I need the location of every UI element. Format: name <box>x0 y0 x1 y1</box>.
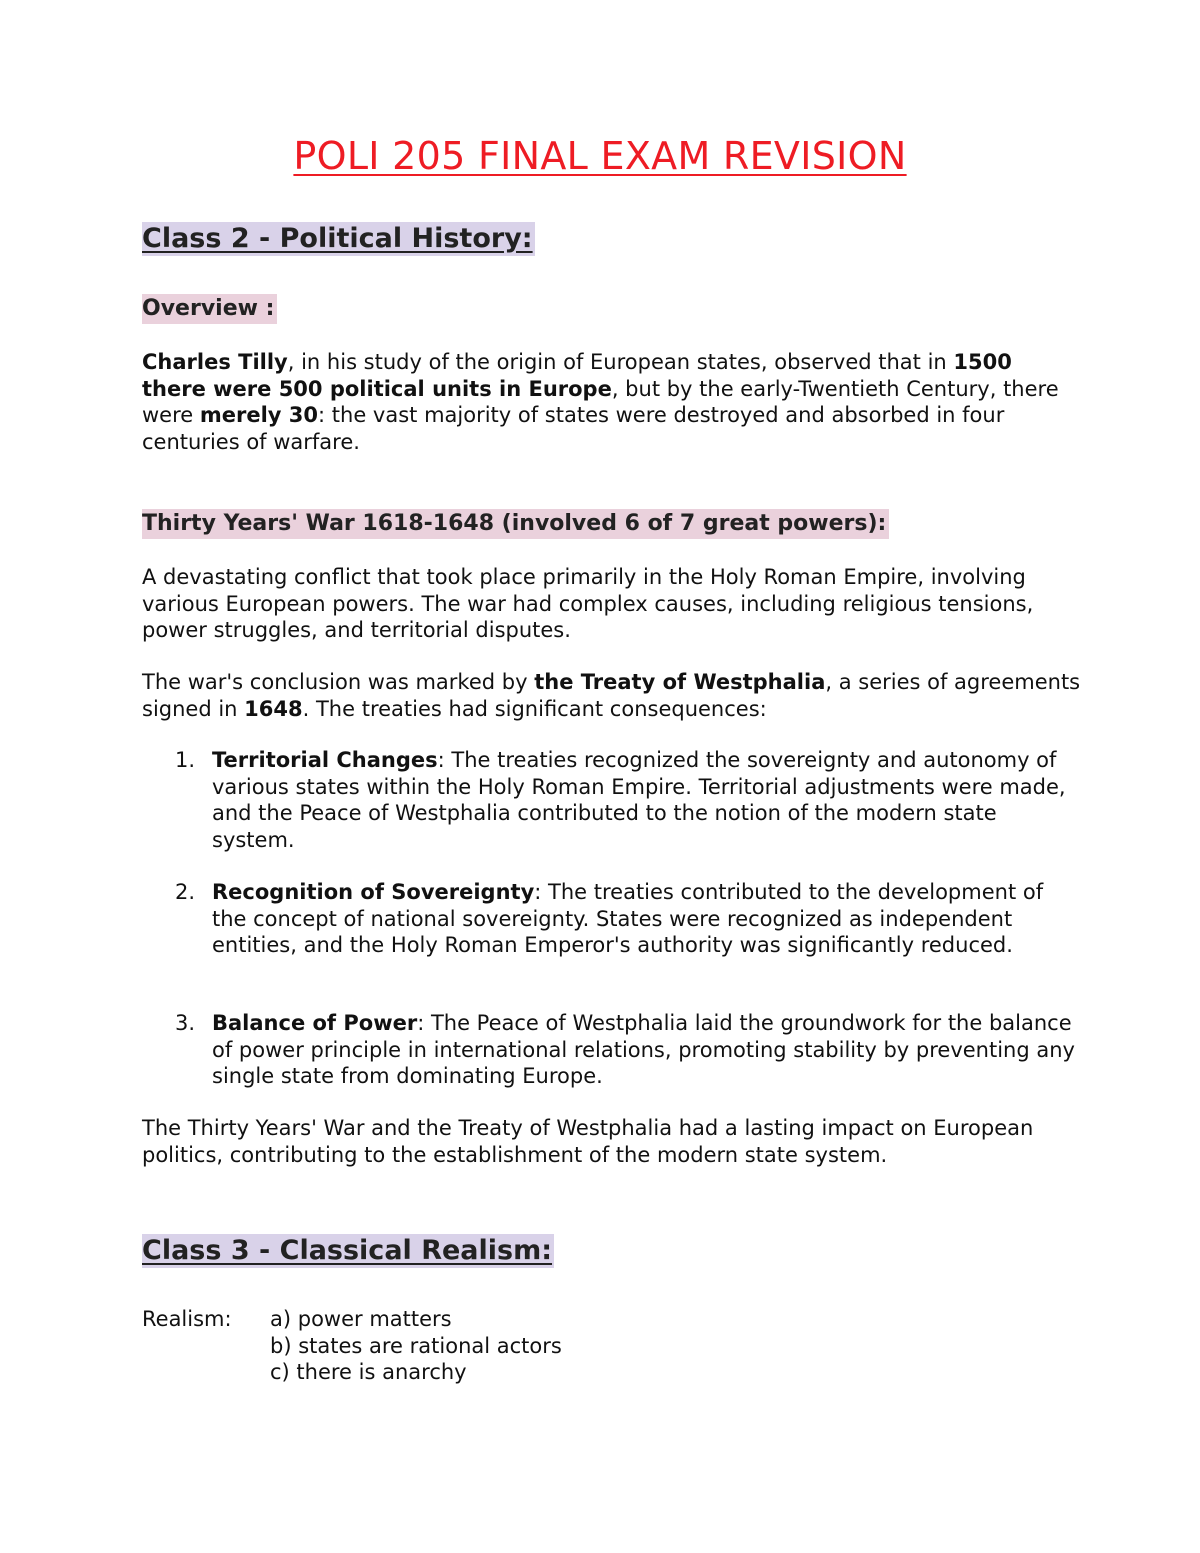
list-body: Balance of Power: The Peace of Westphalia laid the groundwork for the balance of power principle in international relations, promoting stability by preventing any single state from dominating Europe. <box>212 1011 1075 1088</box>
thirty-years-war-heading: Thirty Years' War 1618-1648 (involved 6 of 7 great powers): <box>142 509 889 539</box>
treaty-paragraph: The war's conclusion was marked by the Treaty of Westphalia, a series of agreements signed in 1648. The treaties had significant consequences: <box>142 670 1081 721</box>
realism-points <box>270 1306 562 1386</box>
class-2-heading: Class 2 - Political History: <box>142 223 533 254</box>
war-paragraph: A devastating conflict that took place primarily in the Holy Roman Empire, involving various European powers. The war had complex causes, including religious tensions, power struggles, and territorial disputes. <box>142 565 1034 642</box>
list-item <box>175 747 1075 853</box>
class-3-heading: Class 3 - Classical Realism: <box>142 1235 553 1266</box>
overview-paragraph: Charles Tilly, in his study of the origin of European states, observed that in 1500 there were 500 political units in Europe, but by the early-Twentieth Century, there were merely 30: the vast majority of states were destroyed and absorbed in four centuries of warfare. <box>142 350 1059 454</box>
list-number: 2. <box>175 880 196 904</box>
realism-label: Realism: <box>142 1307 232 1331</box>
list-item <box>175 1010 1075 1090</box>
list-item <box>175 879 1075 959</box>
overview-heading: Overview : <box>142 294 277 324</box>
list-body: Territorial Changes: The treaties recognized the sovereignty and autonomy of various states within the Holy Roman Empire. Territorial adjustments were made, and the Peace of Westphalia contributed to the notion of the modern state system. <box>212 748 1066 852</box>
realism-point: c) there is anarchy <box>270 1360 467 1384</box>
list-number: 3. <box>175 1011 196 1035</box>
document-title: POLI 205 FINAL EXAM REVISION <box>293 134 907 178</box>
realism-point: b) states are rational actors <box>270 1333 562 1358</box>
conclusion-paragraph: The Thirty Years' War and the Treaty of Westphalia had a lasting impact on European politics, contributing to the establishment of the modern state system. <box>142 1116 1034 1167</box>
list-body: Recognition of Sovereignty: The treaties contributed to the development of the concept of national sovereignty. States were recognized as independent entities, and the Holy Roman Emperor's authority was significantly reduced. <box>212 880 1044 957</box>
realism-point: a) power matters <box>270 1307 452 1331</box>
list-number: 1. <box>175 748 196 772</box>
